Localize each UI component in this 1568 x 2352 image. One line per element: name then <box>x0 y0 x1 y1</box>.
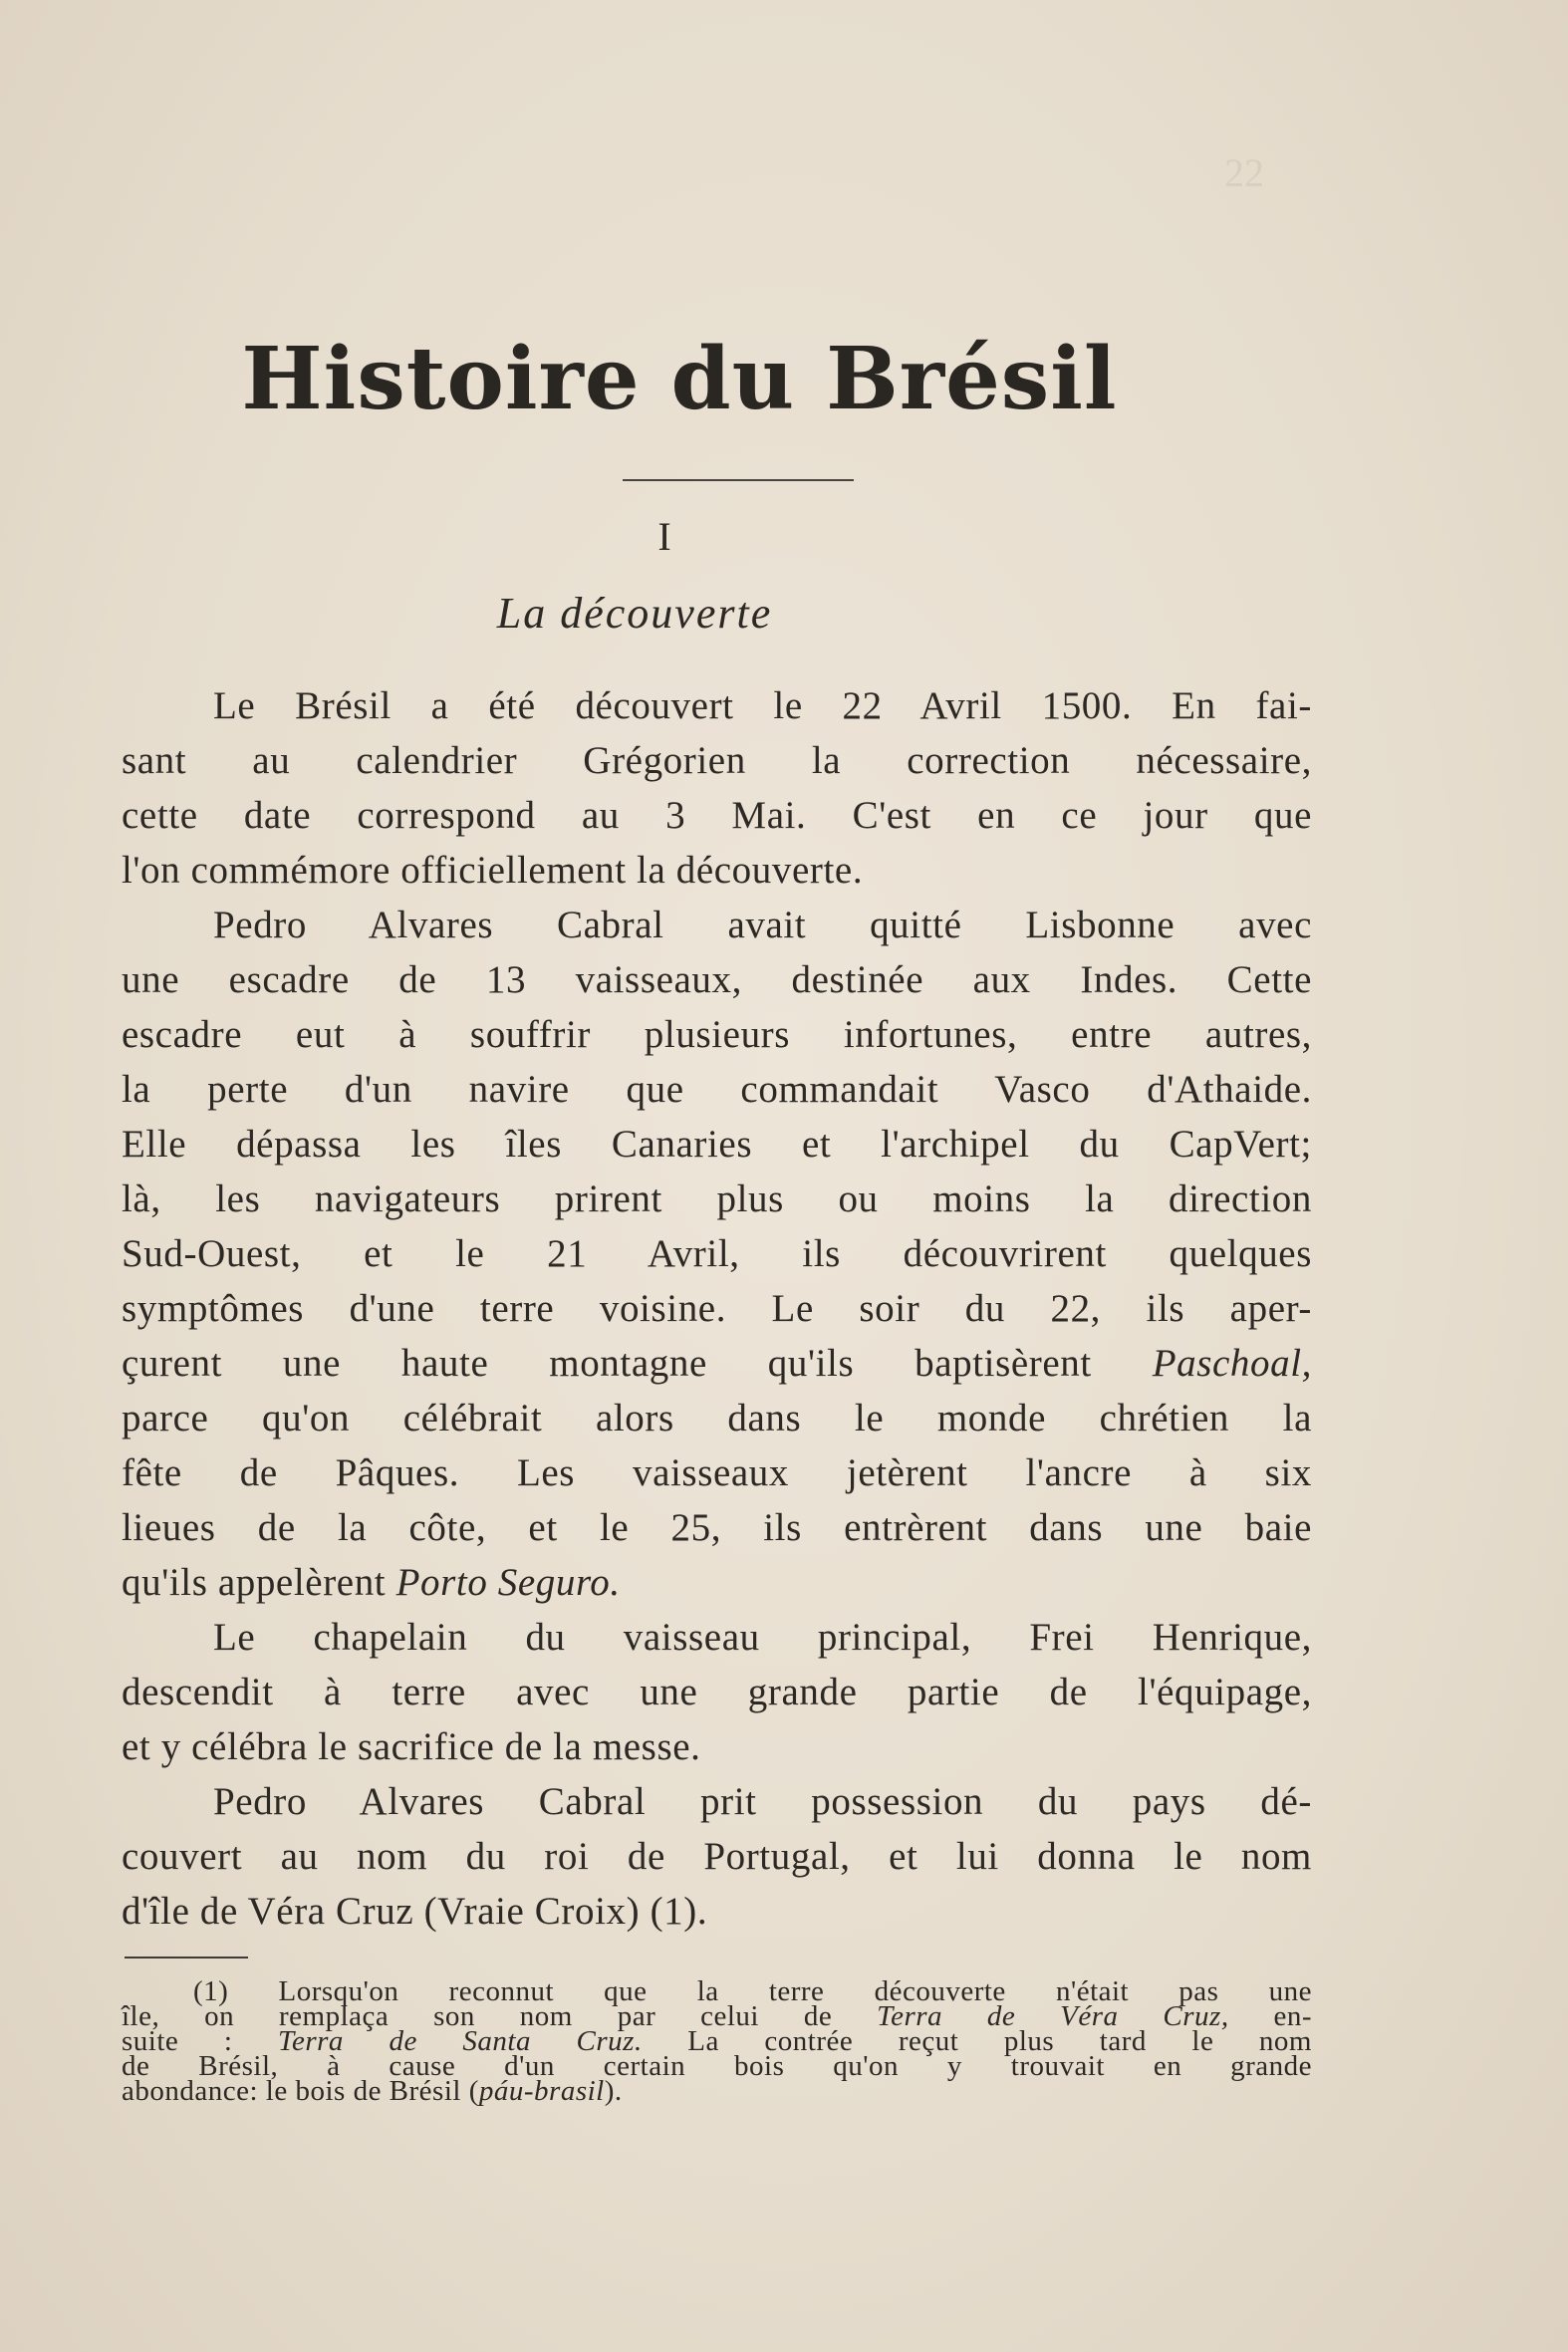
text-line: là, les navigateurs prirent plus ou moins la direction <box>122 1177 1312 1220</box>
chapter-title: La découverte <box>496 589 773 638</box>
text-segment: île, on remplaça son nom par celui de <box>122 2000 878 2032</box>
text-line: lieues de la côte, et le 25, ils entrèrent dans une baie <box>122 1506 1312 1549</box>
text-line: parce qu'on célébrait alors dans le monde chrétien la <box>122 1397 1312 1439</box>
text-line: une escadre de 13 vaisseaux, destinée aux Indes. Cette <box>122 958 1312 1001</box>
text-line: Sud-Ouest, et le 21 Avril, ils découvrirent quelques <box>122 1232 1312 1275</box>
italic-term: páu-brasil <box>478 2075 605 2107</box>
title-divider <box>623 479 854 481</box>
italic-term: Paschoal, <box>1152 1342 1312 1385</box>
italic-term: Terra de Santa Cruz. <box>277 2025 643 2057</box>
footnote-divider <box>125 1957 248 1959</box>
text-line: Pedro Alvares Cabral prit possession du pays dé- <box>213 1780 1312 1823</box>
text-line: Le chapelain du vaisseau principal, Frei Henrique, <box>213 1616 1312 1659</box>
footnote-line: (1) Lorsqu'on reconnut que la terre découverte n'était pas une <box>193 1975 1312 2007</box>
footnote-line: de Brésil, à cause d'un certain bois qu'on y trouvait en grande <box>122 2050 1312 2082</box>
text-segment: abondance: le bois de Brésil ( <box>122 2075 479 2107</box>
text-line: d'île de Véra Cruz (Vraie Croix) (1). <box>122 1890 708 1933</box>
text-segment: suite : <box>122 2025 278 2057</box>
text-line: sant au calendrier Grégorien la correction nécessaire, <box>122 739 1312 782</box>
text-line: cette date correspond au 3 Mai. C'est en ce jour que <box>122 794 1312 837</box>
text-segment: ). <box>604 2075 623 2107</box>
italic-term: Porto Seguro. <box>395 1561 621 1604</box>
page-title: Histoire du Brésil <box>241 329 1118 429</box>
text-line: et y célébra le sacrifice de la messe. <box>122 1725 701 1768</box>
text-line: couvert au nom du roi de Portugal, et lui donna le nom <box>122 1835 1312 1878</box>
text-line: Le Brésil a été découvert le 22 Avril 1500. En fai- <box>213 684 1312 727</box>
text-line: escadre eut à souffrir plusieurs infortunes, entre autres, <box>122 1013 1312 1056</box>
text-line: symptômes d'une terre voisine. Le soir du 22, ils aper- <box>122 1287 1312 1330</box>
text-segment: çurent une haute montagne qu'ils baptisèrent <box>122 1342 1153 1385</box>
text-line <box>122 1555 1312 1610</box>
text-segment: La contrée reçut plus tard le nom <box>642 2025 1312 2057</box>
text-segment: qu'ils appelèrent <box>122 1561 396 1604</box>
body-text <box>122 678 1312 1939</box>
text-segment: en- <box>1228 2000 1312 2032</box>
footnote <box>122 1975 1312 2107</box>
italic-term: Terra de Véra Cruz, <box>877 2000 1229 2032</box>
text-line <box>122 1336 1312 1391</box>
text-line: fête de Pâques. Les vaisseaux jetèrent l'ancre à six <box>122 1451 1312 1494</box>
text-line: la perte d'un navire que commandait Vasco d'Athaide. <box>122 1068 1312 1111</box>
footnote-line <box>122 2075 1312 2107</box>
chapter-number: I <box>657 514 671 559</box>
text-line: descendit à terre avec une grande partie de l'équipage, <box>122 1671 1312 1713</box>
text-line: Pedro Alvares Cabral avait quitté Lisbonne avec <box>213 904 1312 946</box>
page-number: 22 <box>1224 150 1264 195</box>
text-line: l'on commémore officiellement la découverte. <box>122 849 864 892</box>
text-line: Elle dépassa les îles Canaries et l'archipel du CapVert; <box>122 1123 1312 1166</box>
